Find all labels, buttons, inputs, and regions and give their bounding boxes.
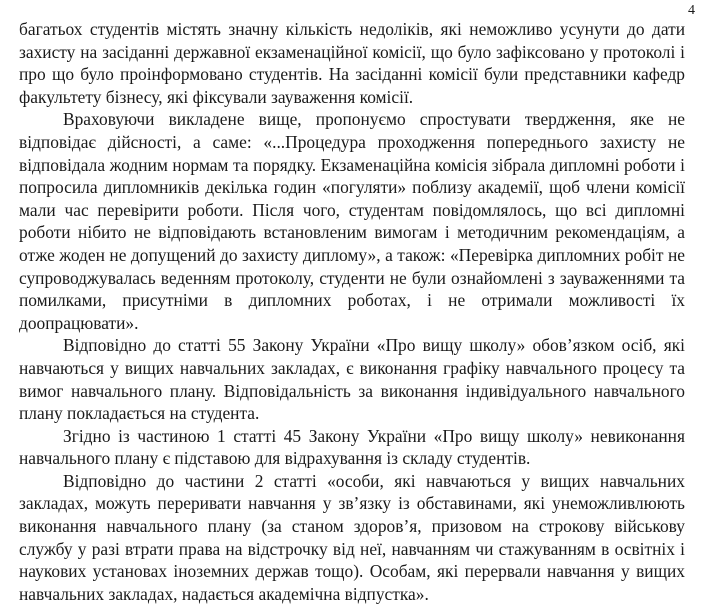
- paragraph-refutation: Враховуючи викладене вище, пропонуємо спростувати твердження, яке не відповідає дійсності, а саме: «...Процедура проходження попереднього захисту не відповідала жодним нормам та порядку. Екзаменаційна комісія зібрала дипломні роботи і попросила дипломників декілька годин «погуляти» поблизу академії, щоб члени комісії мали час перевірити роботи. Після чого, студентам повідомлялось, що всі дипломні роботи нібито не відповідають встановленим вимогам і методичним рекомендаціям, а отже жоден не допущений до захисту диплому», а також: «Перевірка дипломних робіт не супроводжувалась веденням протоколу, студенти не були ознайомлені з зауваженнями та помилками, присутніми в дипломних роботах, і не отримали можливості їх доопрацювати».: [19, 109, 685, 333]
- paragraph-article-55: Відповідно до статті 55 Закону України «Про вищу школу» обов’язком осіб, які навчаються у вищих навчальних закладах, є виконання графіку навчального процесу та вимог навчального плану. Відповідальність за виконання індивідуального навчального плану покладається на студента.: [19, 335, 685, 424]
- document-body: [19, 18, 685, 605]
- paragraph-continuation: багатьох студентів містять значну кількість недоліків, які неможливо усунути до дати захисту на засіданні державної екзаменаційної комісії, що було зафіксовано у протоколі і про що було проінформовано студентів. На засіданні комісії були представники кафедр факультету бізнесу, які фіксували зауваження комісії.: [19, 19, 685, 107]
- paragraph-academic-leave: Відповідно до частини 2 статті «особи, які навчаються у вищих навчальних закладах, можуть переривати навчання у зв’язку із обставинами, які унеможливлюють виконання навчального плану (за станом здоров’я, призовом на строкову військову службу у разі втрати права на відстрочку від неї, навчанням чи стажуванням в освітніх і наукових установах іноземних держав тощо). Особам, які перервали навчання у вищих навчальних закладах, надається академічна відпустка».: [19, 470, 685, 604]
- paragraph-article-45: Згідно із частиною 1 статті 45 Закону України «Про вищу школу» невиконання навчального плану є підставою для відрахування із складу студентів.: [19, 425, 685, 469]
- page-number: 4: [688, 3, 695, 18]
